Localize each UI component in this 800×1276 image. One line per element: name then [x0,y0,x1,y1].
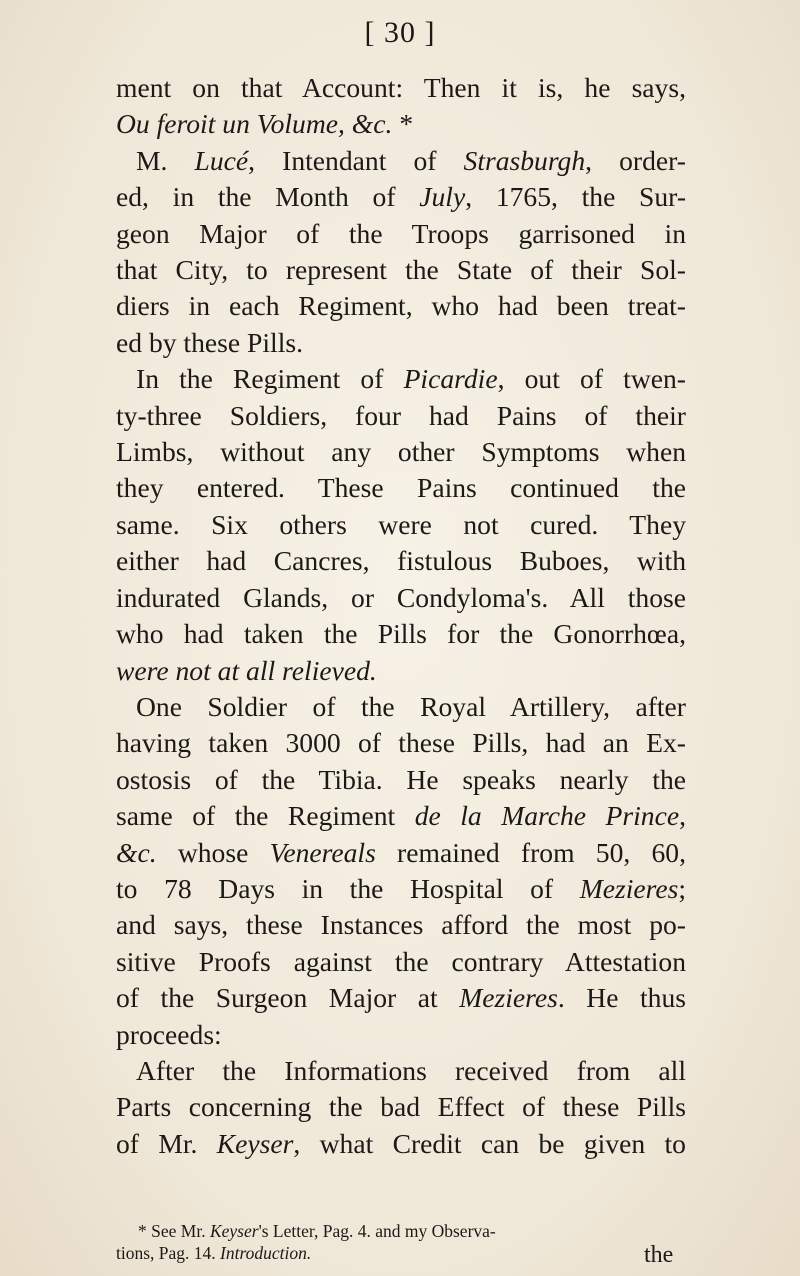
line-20 [116,762,686,798]
line-22 [116,835,686,871]
line-15 [116,580,686,616]
line-26 [116,980,686,1016]
text-run: ostosis of the Tibia. He speaks nearly the [116,763,686,795]
line-1 [116,70,686,106]
text-run: ed, in the Month of [116,181,420,213]
text-run: ty-three Soldiers, four had Pains of their [116,399,686,431]
line-9 [116,361,686,397]
text-run: having taken 3000 of these Pills, had an Ex- [116,727,686,759]
text-run: Limbs, without any other Symptoms when [116,436,686,468]
text-run: to 78 Days in the Hospital of [116,872,580,904]
text-run: diers in each Regiment, who had been treat- [116,290,686,322]
line-10 [116,398,686,434]
line-12 [116,470,686,506]
text-run: * See Mr. [138,1221,210,1241]
text-run: Strasburgh [463,144,586,176]
text-run: , 1765, the Sur- [465,181,687,213]
text-run: Picardie [403,363,498,395]
text-run: , what Credit can be given to [293,1127,686,1159]
line-23 [116,871,686,907]
text-run: de la Marche Prince [414,800,680,832]
line-4 [116,179,686,215]
text-run: whose [156,836,270,868]
line-30 [116,1126,686,1162]
text-run: One Soldier of the Royal Artillery, after [136,690,686,722]
text-run: ed by these Pills. [116,326,304,358]
text-run: Venereals [269,836,376,868]
catchword: the [644,1242,674,1268]
fn-line-1 [116,1220,686,1242]
text-run: , order- [585,144,686,176]
text-run: In the Regiment of [136,363,404,395]
text-run: Lucé [194,144,249,176]
text-run: &c. [116,836,157,868]
line-19 [116,725,686,761]
text-run: Introduction. [220,1243,312,1263]
line-28 [116,1053,686,1089]
text-run: M. [136,144,195,176]
text-run: . He thus [557,982,687,1014]
text-run: , out of twen- [497,363,686,395]
text-run: same of the Regiment [116,800,415,832]
line-14 [116,543,686,579]
line-13 [116,507,686,543]
text-run: of Mr. [116,1127,217,1159]
text-run: * [392,108,414,140]
line-16 [116,616,686,652]
text-run: proceeds: [116,1018,222,1050]
line-27 [116,1017,686,1053]
text-run: Mezieres [579,872,679,904]
text-run: that City, to represent the State of their Sol- [116,254,686,286]
text-run: Parts concerning the bad Effect of these Pills [116,1091,686,1123]
line-2 [116,106,686,142]
text-run: either had Cancres, fistulous Buboes, with [116,545,686,577]
text-run: , [679,800,686,832]
text-run: sitive Proofs against the contrary Attestation [116,945,686,977]
text-run: indurated Glands, or Condyloma's. All those [116,581,686,613]
line-6 [116,252,686,288]
page-number: [ 30 ] [364,16,436,49]
text-run: Keyser [209,1221,259,1241]
text-run: Ou feroit un Volume, &c. [116,108,393,140]
text-run: and says, these Instances afford the most po- [116,909,686,941]
line-25 [116,944,686,980]
text-run: July [419,181,466,213]
text-run: geon Major of the Troops garrisoned in [116,217,686,249]
text-run: Mezieres [459,982,558,1014]
text-run: 's Letter, Pag. 4. and my Observa- [258,1221,496,1241]
text-run: ; [678,872,686,904]
footnote [116,1220,686,1264]
text-run: After the Informations received from all [136,1054,686,1086]
text-run: Keyser [216,1127,294,1159]
line-17 [116,653,686,689]
text-run: same. Six others were not cured. They [116,508,686,540]
line-5 [116,216,686,252]
fn-line-2 [116,1242,686,1264]
text-run: of the Surgeon Major at [116,982,460,1014]
body-text [116,70,686,1162]
line-18 [116,689,686,725]
line-11 [116,434,686,470]
text-run: who had taken the Pills for the Gonorrhœa, [116,618,686,650]
line-8 [116,325,686,361]
line-7 [116,288,686,324]
text-run: they entered. These Pains continued the [116,472,686,504]
text-run: were not at all relieved. [116,654,377,686]
line-29 [116,1089,686,1125]
text-run: remained from 50, 60, [375,836,686,868]
text-run: ment on that Account: Then it is, he says, [116,72,686,103]
text-run: , Intendant of [248,144,464,176]
line-21 [116,798,686,834]
line-3 [116,143,686,179]
text-run: tions, Pag. 14. [116,1243,221,1263]
line-24 [116,907,686,943]
